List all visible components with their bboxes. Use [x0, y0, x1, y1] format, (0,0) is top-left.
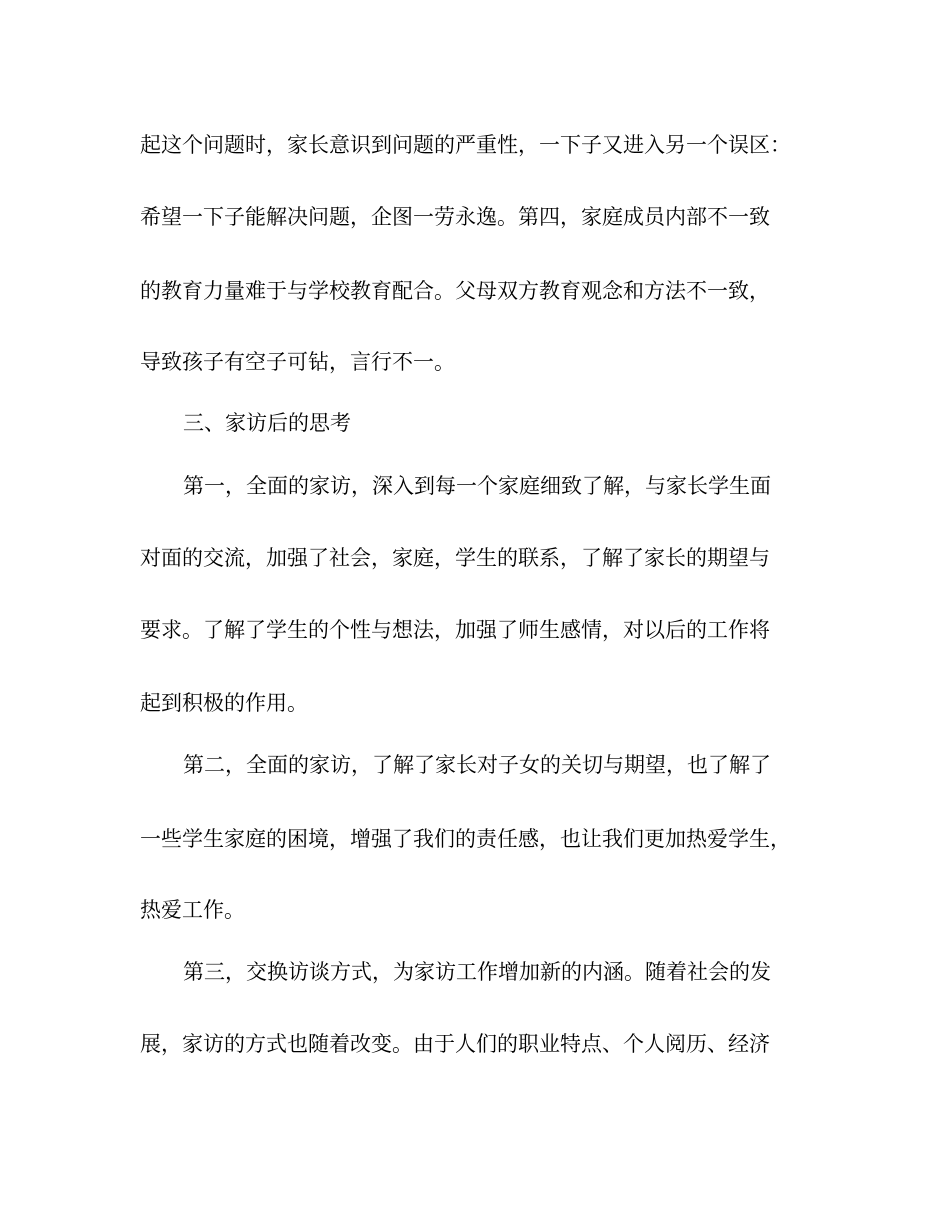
text-line: 第三，交换访谈方式，为家访工作增加新的内涵。随着社会的发	[183, 960, 771, 984]
text-line: 起到积极的作用。	[140, 691, 308, 715]
text-line: 一些学生家庭的困境，增强了我们的责任感，也让我们更加热爱学生，	[140, 827, 791, 851]
text-line: 起这个问题时，家长意识到问题的严重性，一下子又进入另一个误区：	[140, 133, 791, 157]
text-line: 第一，全面的家访，深入到每一个家庭细致了解，与家长学生面	[183, 474, 771, 498]
text-line: 第二，全面的家访，了解了家长对子女的关切与期望，也了解了	[183, 753, 771, 777]
text-line: 对面的交流，加强了社会，家庭，学生的联系，了解了家长的期望与	[140, 546, 770, 570]
section-heading: 三、家访后的思考	[183, 411, 351, 435]
text-line: 导致孩子有空子可钻，言行不一。	[140, 350, 455, 374]
text-line: 热爱工作。	[140, 898, 245, 922]
text-line: 的教育力量难于与学校教育配合。父母双方教育观念和方法不一致，	[140, 279, 770, 303]
text-line: 希望一下子能解决问题，企图一劳永逸。第四，家庭成员内部不一致	[140, 205, 770, 229]
text-line: 展，家访的方式也随着改变。由于人们的职业特点、个人阅历、经济	[140, 1032, 770, 1056]
text-line: 要求。了解了学生的个性与想法，加强了师生感情，对以后的工作将	[140, 618, 770, 642]
